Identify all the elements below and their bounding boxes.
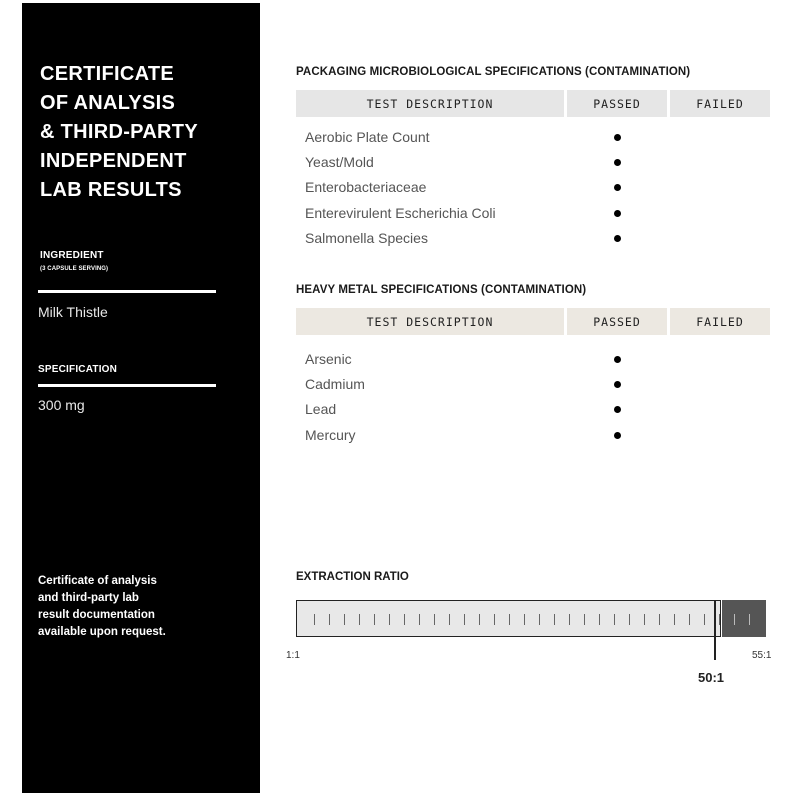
passed-dot-icon — [614, 210, 621, 217]
test-name: Enterobacteriaceae — [305, 179, 427, 196]
gauge-tick — [554, 614, 555, 625]
gauge-tick — [704, 614, 705, 625]
gauge-tick — [599, 614, 600, 625]
microbio-row — [305, 200, 705, 225]
microbio-row — [305, 225, 705, 250]
gauge-tick — [314, 614, 315, 625]
gauge-tick — [509, 614, 510, 625]
microbio-row — [305, 124, 705, 149]
microbio-row — [305, 149, 705, 174]
ingredient-label: INGREDIENT — [40, 250, 104, 261]
header-passed: PASSED — [567, 90, 667, 117]
test-name: Lead — [305, 401, 337, 418]
gauge-tick — [674, 614, 675, 625]
extraction-ratio-value-label: 50:1 — [698, 670, 725, 685]
extraction-ratio-gauge — [296, 600, 766, 637]
metals-row — [305, 371, 705, 396]
microbio-section-title: PACKAGING MICROBIOLOGICAL SPECIFICATIONS (CONTAMINATION) — [296, 66, 691, 78]
header-failed: FAILED — [670, 308, 770, 335]
gauge-tick — [614, 614, 615, 625]
extraction-ratio-title: EXTRACTION RATIO — [296, 571, 409, 583]
passed-dot-icon — [614, 381, 621, 388]
specification-divider — [38, 384, 216, 387]
gauge-tick — [719, 614, 720, 625]
header-test-description: TEST DESCRIPTION — [296, 308, 564, 335]
test-name: Yeast/Mold — [305, 153, 374, 170]
passed-dot-icon — [614, 432, 621, 439]
header-test-description: TEST DESCRIPTION — [296, 90, 564, 117]
extraction-ratio-marker — [714, 600, 716, 660]
gauge-tick — [434, 614, 435, 625]
ingredient-value: Milk Thistle — [38, 304, 108, 320]
gauge-tick — [734, 614, 735, 625]
test-name: Aerobic Plate Count — [305, 128, 430, 145]
test-name: Mercury — [305, 426, 356, 443]
gauge-tick — [419, 614, 420, 625]
ingredient-divider — [38, 290, 216, 293]
test-name: Salmonella Species — [305, 229, 428, 246]
gauge-tick — [359, 614, 360, 625]
gauge-tick — [494, 614, 495, 625]
specification-value: 300 mg — [38, 397, 85, 413]
metals-section-title: HEAVY METAL SPECIFICATIONS (CONTAMINATION) — [296, 284, 587, 296]
metals-table-header — [296, 308, 770, 335]
specification-label: SPECIFICATION — [38, 364, 118, 375]
metals-row — [305, 346, 705, 371]
header-failed: FAILED — [670, 90, 770, 117]
gauge-tick — [584, 614, 585, 625]
certificate-title: CERTIFICATE OF ANALYSIS & THIRD-PARTY INDEPENDENT LAB RESULTS — [40, 63, 198, 201]
metals-row — [305, 422, 705, 447]
gauge-tick — [464, 614, 465, 625]
gauge-tick — [389, 614, 390, 625]
passed-dot-icon — [614, 159, 621, 166]
gauge-tick — [524, 614, 525, 625]
gauge-tick — [449, 614, 450, 625]
metals-row — [305, 397, 705, 422]
gauge-tick — [404, 614, 405, 625]
ingredient-serving-note: (3 CAPSULE SERVING) — [40, 266, 109, 272]
gauge-tick — [659, 614, 660, 625]
microbio-table-header — [296, 90, 770, 117]
gauge-tick — [374, 614, 375, 625]
gauge-tick — [479, 614, 480, 625]
passed-dot-icon — [614, 184, 621, 191]
passed-dot-icon — [614, 406, 621, 413]
passed-dot-icon — [614, 356, 621, 363]
gauge-tick — [629, 614, 630, 625]
extraction-ratio-max-label: 55:1 — [752, 650, 772, 661]
gauge-tick — [329, 614, 330, 625]
passed-dot-icon — [614, 134, 621, 141]
test-name: Enterevirulent Escherichia Coli — [305, 204, 496, 221]
gauge-tick — [749, 614, 750, 625]
gauge-tick — [344, 614, 345, 625]
microbio-results-list — [305, 124, 705, 250]
header-passed: PASSED — [567, 308, 667, 335]
microbio-row — [305, 175, 705, 200]
gauge-tick — [689, 614, 690, 625]
extraction-ratio-remainder — [722, 600, 766, 637]
test-name: Arsenic — [305, 350, 352, 367]
extraction-ratio-min-label: 1:1 — [286, 650, 300, 661]
metals-results-list — [305, 346, 705, 447]
gauge-tick — [644, 614, 645, 625]
documentation-note: Certificate of analysis and third-party lab result documentation available upon request. — [38, 575, 166, 638]
gauge-tick — [569, 614, 570, 625]
passed-dot-icon — [614, 235, 621, 242]
test-name: Cadmium — [305, 375, 365, 392]
gauge-tick — [539, 614, 540, 625]
